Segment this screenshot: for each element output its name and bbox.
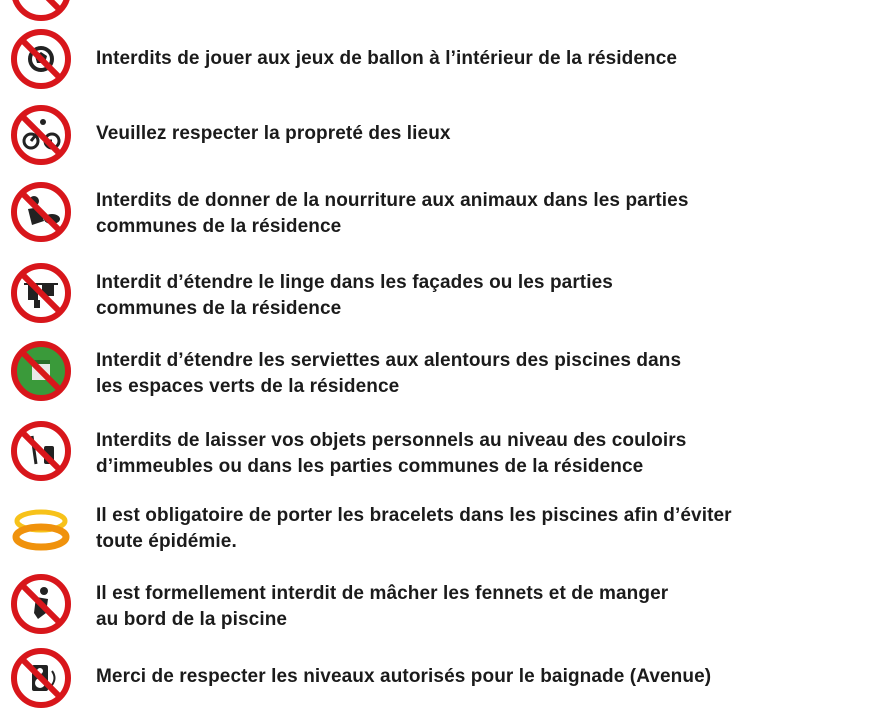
rule-text-line: Il est obligatoire de porter les bracelets dans les piscines afin d’éviter [96,505,732,526]
rule-text-line: d’immeubles ou dans les parties communes de la résidence [96,456,644,477]
rule-text-line: Interdit d’étendre les serviettes aux alentours des piscines dans [96,350,682,371]
no-personal-items-icon [10,420,72,482]
rule-text-line: au bord de la piscine [96,609,288,630]
wristband-icon [10,499,72,561]
no-loud-music-icon [10,647,72,709]
rule-text-line: communes de la résidence [96,298,342,319]
no-ball-games-icon [10,28,72,90]
rule-text-line: Interdits de jouer aux jeux de ballon à l’intérieur de la résidence [96,48,678,69]
rule-text-line: Veuillez respecter la propreté des lieux [96,123,451,144]
rule-text-line: Merci de respecter les niveaux autorisés pour le baignade (Avenue) [96,666,712,687]
rule-text-line: communes de la résidence [96,216,342,237]
no-feeding-animals-icon [10,181,72,243]
no-laundry-hanging-icon [10,262,72,324]
no-bicycle-icon [10,104,72,166]
rule-text-line: toute épidémie. [96,531,237,552]
cut-off-prohibition-icon [10,0,72,22]
rule-text-line: les espaces verts de la résidence [96,376,400,397]
rule-text-line: Interdits de donner de la nourriture aux animaux dans les parties [96,190,689,211]
rule-text-line: Il est formellement interdit de mâcher les fennets et de manger [96,583,669,604]
rule-text-line: Interdit d’étendre le linge dans les façades ou les parties [96,272,613,293]
no-eating-poolside-icon [10,573,72,635]
no-towels-on-grass-icon [10,340,72,402]
rule-text-line: Interdits de laisser vos objets personnels au niveau des couloirs [96,430,687,451]
